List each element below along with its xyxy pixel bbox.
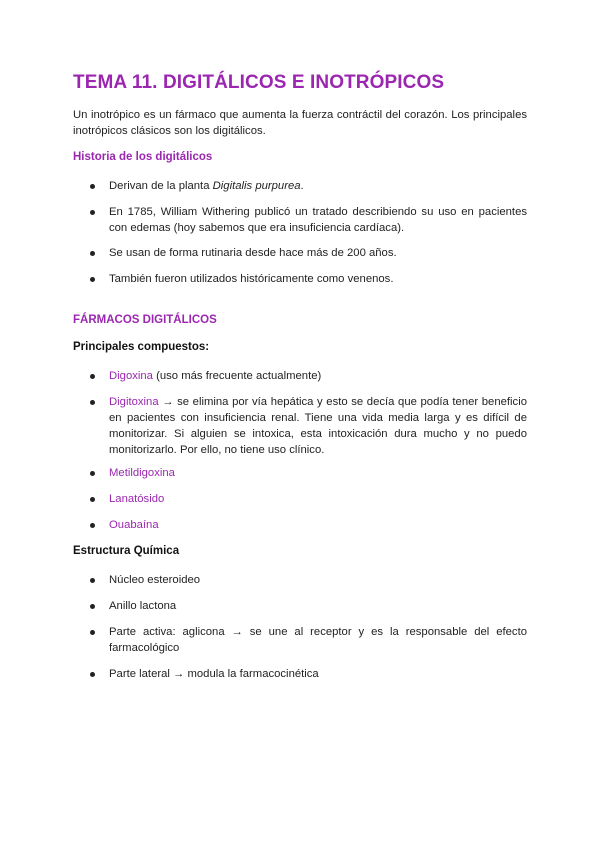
historia-item-1-suffix: . <box>300 180 304 192</box>
compuesto-metildigoxina: Metildigoxina <box>109 467 175 479</box>
estructura-item-2: Anillo lactona <box>109 600 177 612</box>
bullet-icon <box>90 400 95 405</box>
digoxina-name: Digoxina <box>109 370 153 382</box>
compuesto-digoxina <box>109 368 527 384</box>
bullet-icon <box>90 374 95 379</box>
historia-item-4: También fueron utilizados históricamente como venenos. <box>109 273 394 285</box>
bullet-icon <box>90 184 95 189</box>
digitoxina-note: → se elimina por vía hepática y esto se decía que podía tener beneficio en pacientes con insuficiencia renal. Tiene una vida media larga y es difícil de monitorizar. Si alguien se intoxica, esta intoxicación dura mucho y no puedo monitorizarlo. Por ello, no tiene uso clínico. <box>109 396 527 456</box>
bullet-icon <box>90 604 95 609</box>
compuesto-ouabaina: Ouabaína <box>109 519 159 531</box>
intro-paragraph: Un inotrópico es un fármaco que aumenta la fuerza contráctil del corazón. Los principales inotrópicos clásicos son los digitálicos. <box>73 109 527 137</box>
bullet-icon <box>90 210 95 215</box>
historia-item-1-italic: Digitalis purpurea <box>212 180 301 192</box>
estructura-item-3: Parte activa: aglicona → se une al receptor y es la responsable del efecto farmacológico <box>109 626 527 654</box>
compuestos-subheading: Principales compuestos: <box>73 341 210 353</box>
digitoxina-name: Digitoxina <box>109 396 159 408</box>
bullet-icon <box>90 630 95 635</box>
historia-item-3: Se usan de forma rutinaria desde hace más de 200 años. <box>109 247 397 259</box>
historia-item-1-prefix: Derivan de la planta <box>109 180 213 192</box>
compuesto-lanatosido: Lanatósido <box>109 493 165 505</box>
bullet-icon <box>90 672 95 677</box>
estructura-heading: Estructura Química <box>73 545 180 557</box>
digoxina-note: (uso más frecuente actualmente) <box>152 370 322 382</box>
bullet-icon <box>90 251 95 256</box>
estructura-item-1: Núcleo esteroideo <box>109 574 201 586</box>
farmacos-heading: FÁRMACOS DIGITÁLICOS <box>73 314 217 326</box>
bullet-icon <box>90 277 95 282</box>
historia-item-2: En 1785, William Withering publicó un tratado describiendo su uso en pacientes con edemas (hoy sabemos que era insuficiencia cardíaca). <box>109 206 527 234</box>
page-title: TEMA 11. DIGITÁLICOS E INOTRÓPICOS <box>73 72 445 93</box>
historia-item-1 <box>109 178 527 194</box>
bullet-icon <box>90 471 95 476</box>
estructura-item-4: Parte lateral → modula la farmacocinética <box>109 668 319 680</box>
bullet-icon <box>90 497 95 502</box>
historia-heading: Historia de los digitálicos <box>73 151 213 163</box>
bullet-icon <box>90 578 95 583</box>
bullet-icon <box>90 523 95 528</box>
compuesto-digitoxina <box>109 394 527 458</box>
